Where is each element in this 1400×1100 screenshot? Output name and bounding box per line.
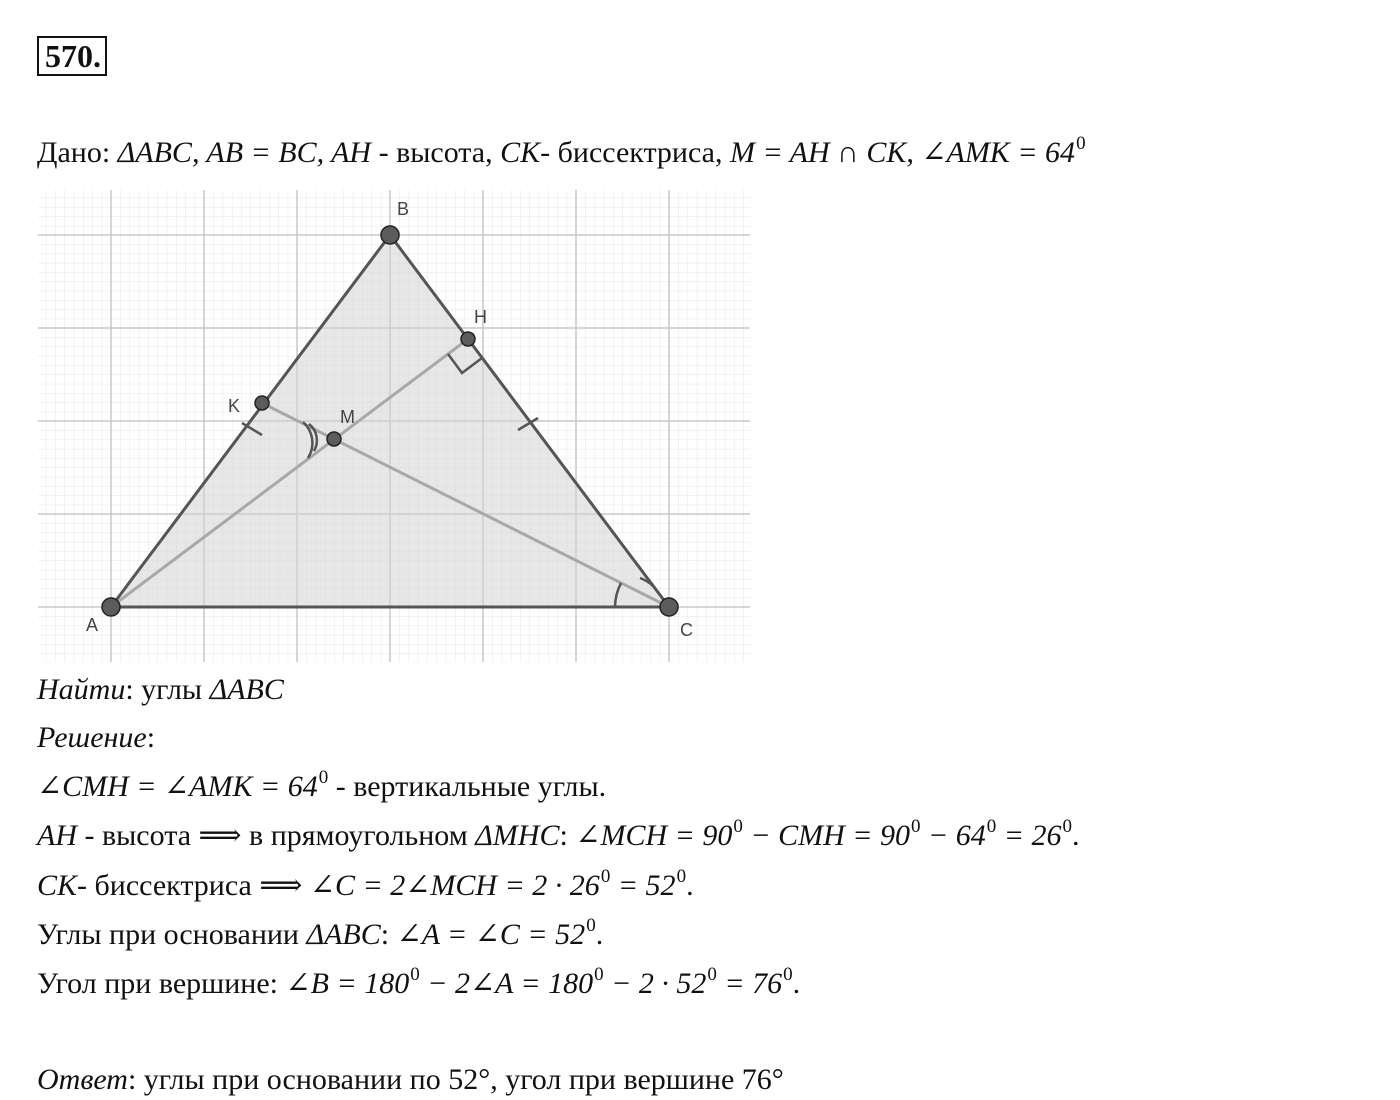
step-5-e-degree: 0 bbox=[783, 964, 793, 985]
point-b bbox=[381, 226, 399, 244]
point-m bbox=[327, 432, 341, 446]
step-3-d: = 52 bbox=[610, 869, 676, 902]
solution-label: Решение bbox=[37, 721, 147, 754]
step-2-h-degree: 0 bbox=[1062, 816, 1073, 837]
step-4-d-degree: 0 bbox=[586, 915, 596, 936]
step-4-d: ∠A = ∠C = 52 bbox=[396, 918, 586, 951]
step-3 bbox=[37, 866, 694, 910]
step-3-c: ∠C = 2∠MCH = 2 · 26 bbox=[309, 869, 600, 902]
given-text-2: - биссектриса, bbox=[540, 136, 730, 169]
step-2-f-degree: 0 bbox=[911, 816, 921, 837]
step-5-d: − 2 · 52 bbox=[603, 967, 707, 1000]
step-3-c-degree: 0 bbox=[600, 866, 611, 887]
step-2-g-degree: 0 bbox=[986, 816, 997, 837]
given-degree: 0 bbox=[1076, 133, 1086, 154]
solution-line bbox=[37, 718, 155, 758]
step-3-d-degree: 0 bbox=[676, 866, 687, 887]
find-expr: ΔABC bbox=[209, 673, 284, 706]
step-2-c: ΔMHC bbox=[475, 819, 560, 852]
step-3-a: CK bbox=[37, 869, 78, 902]
answer-line bbox=[37, 1060, 784, 1100]
step-5-b-degree: 0 bbox=[410, 964, 420, 985]
step-2 bbox=[37, 816, 1080, 860]
step-2-d: : bbox=[559, 819, 576, 852]
step-2-e: ∠MCH = 90 bbox=[575, 819, 733, 852]
given-text-1: - высота, bbox=[371, 136, 501, 169]
given-condition: M = AH ∩ CK, ∠AMK = 64 bbox=[729, 136, 1076, 169]
label-c: C bbox=[680, 620, 693, 640]
given-label: Дано: bbox=[37, 136, 118, 169]
answer-label: Ответ bbox=[37, 1063, 128, 1096]
point-c bbox=[660, 598, 678, 616]
step-3-b: - биссектриса ⟹ bbox=[77, 869, 310, 902]
point-a bbox=[102, 598, 120, 616]
step-4 bbox=[37, 915, 603, 959]
step-4-b: ΔABC bbox=[306, 918, 381, 951]
label-k: K bbox=[228, 396, 241, 416]
given-triangle: ΔABC, AB = BC, AH bbox=[117, 136, 372, 169]
step-5-end: . bbox=[792, 967, 801, 1000]
label-h: H bbox=[474, 307, 487, 327]
step-2-b: - высота ⟹ в прямоугольном bbox=[77, 819, 476, 852]
step-5-e: = 76 bbox=[716, 967, 783, 1000]
step-2-end: . bbox=[1072, 819, 1080, 852]
label-a: A bbox=[86, 615, 99, 635]
find-text: : углы bbox=[125, 673, 210, 706]
step-5-d-degree: 0 bbox=[707, 964, 717, 985]
point-k bbox=[255, 396, 269, 410]
step-2-a: AH bbox=[37, 819, 77, 852]
step-5-a: Угол при вершине: bbox=[37, 967, 286, 1000]
step-4-c: : bbox=[380, 918, 397, 951]
step-5-b: ∠B = 180 bbox=[285, 967, 410, 1000]
step-4-end: . bbox=[595, 918, 604, 951]
step-5 bbox=[37, 964, 800, 1008]
given-line bbox=[37, 133, 1086, 177]
step-4-a: Углы при основании bbox=[37, 918, 307, 951]
label-b: B bbox=[397, 199, 410, 219]
step-2-g: − 64 bbox=[920, 819, 986, 852]
step-5-c-degree: 0 bbox=[594, 964, 604, 985]
step-1-text: - вертикальные углы. bbox=[328, 770, 607, 803]
step-2-h: = 26 bbox=[996, 819, 1062, 852]
step-2-e-degree: 0 bbox=[733, 816, 743, 837]
given-ck: CK bbox=[500, 136, 541, 169]
triangle-figure bbox=[38, 190, 750, 662]
answer-text: : углы при основании по 52°, угол при вершине 76° bbox=[127, 1063, 784, 1096]
label-m: M bbox=[340, 407, 355, 427]
step-1 bbox=[37, 767, 606, 811]
point-h bbox=[461, 332, 475, 346]
solution-colon: : bbox=[146, 721, 156, 754]
step-3-end: . bbox=[686, 869, 694, 902]
find-label: Найти bbox=[37, 673, 126, 706]
find-line bbox=[37, 670, 284, 710]
step-5-c: − 2∠A = 180 bbox=[419, 967, 594, 1000]
problem-number: 570. bbox=[37, 36, 107, 76]
step-1-degree: 0 bbox=[318, 767, 329, 788]
step-1-expr: ∠CMH = ∠AMK = 64 bbox=[37, 770, 318, 803]
step-2-f: − CMH = 90 bbox=[742, 819, 911, 852]
